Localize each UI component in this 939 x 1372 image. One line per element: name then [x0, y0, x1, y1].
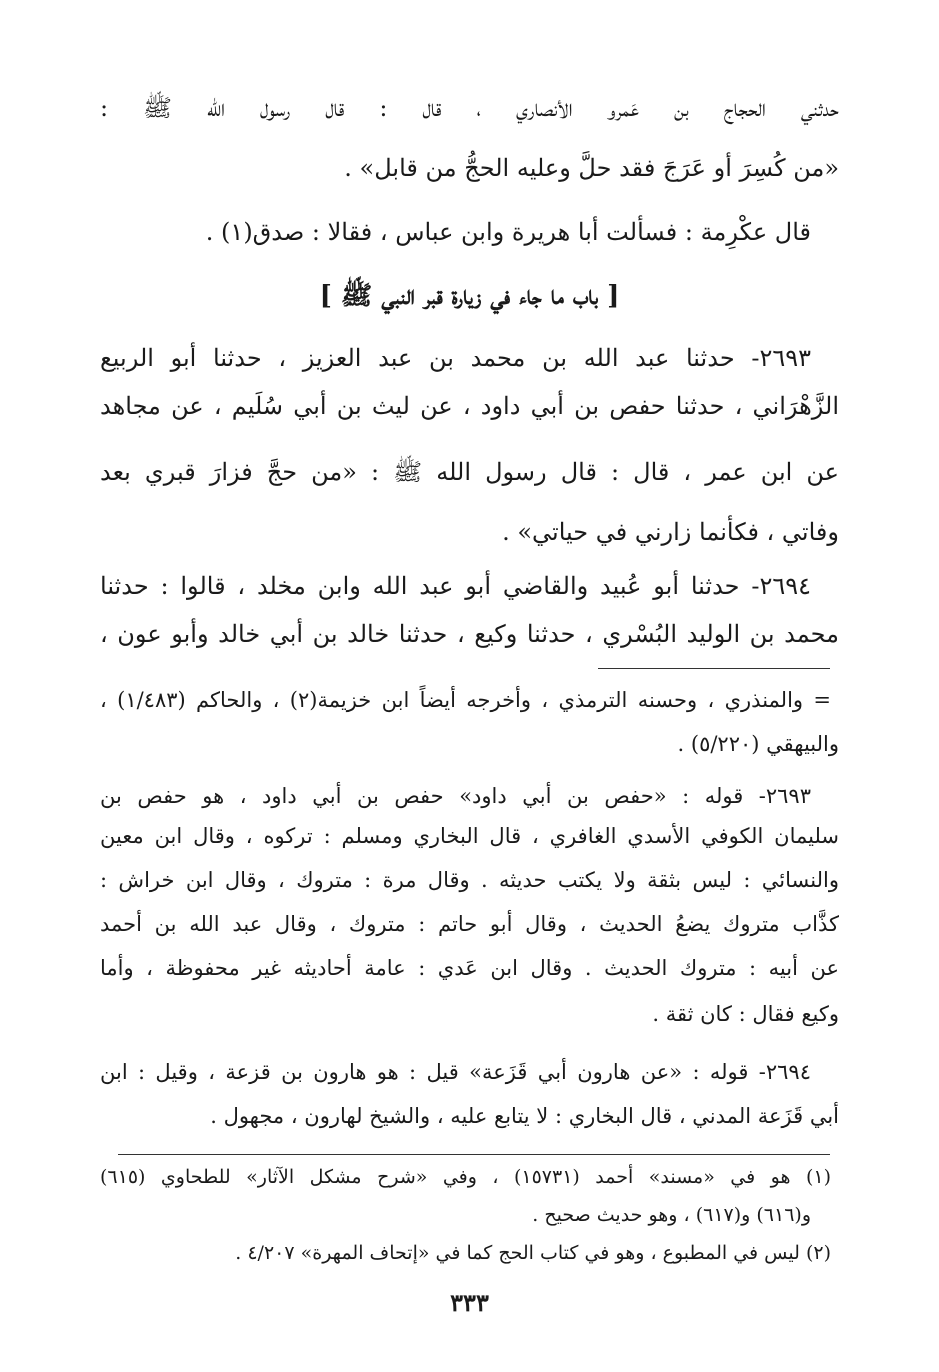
note-line: سليمان الكوفي الأسدي الغافري ، قال البخاري ومسلم : تركوه ، وقال ابن معين [100, 824, 839, 848]
note-line: أبي قَزَعة المدني ، قال البخاري : لا يتابع عليه ، والشيخ لهارون ، مجهول . [210, 1104, 839, 1128]
page-number: ٣٣٣ [450, 1288, 489, 1317]
note-line: عن أبيه : متروك الحديث . وقال ابن عَدي : عامة أحاديثه غير محفوظة ، وأما [100, 956, 839, 980]
footnote-line: (٢) ليس في المطبوع ، وهو في كتاب الحج كما في «إتحاف المهرة» ٤/٢٠٧ . [235, 1242, 831, 1264]
footnote-line: (١) هو في «مسند» أحمد (١٥٧٣١) ، وفي «شرح مشكل الآثار» للطحاوي (٦١٥) [100, 1166, 832, 1188]
text-line: وفاتي ، فكأنما زارني في حياتي» . [502, 518, 839, 546]
text-line: ٢٦٩٣- حدثنا عبد الله بن محمد بن عبد العزيز ، حدثنا أبو الربيع [100, 344, 811, 372]
footnote-separator [118, 1154, 830, 1155]
note-line: والبيهقي (٥/٢٢٠) . [677, 732, 839, 756]
text-line: ٢٦٩٤- حدثنا أبو عُبيد والقاضي أبو عبد الله وابن مخلد ، قالوا : حدثنا [100, 572, 811, 600]
section-heading: [ باب ما جاء في زيارة قبر النبي ﷺ ] [319, 281, 620, 311]
text-line: حدثني الحجاج بن عَمرو الأنصاري ، قال : قال رسول الله ﷺ : [100, 94, 839, 122]
text-line: محمد بن الوليد البُسْري ، حدثنا وكيع ، حدثنا خالد بن أبي خالد وأبو عون ، [100, 620, 839, 648]
note-line: والنسائي : ليس بثقة ولا يكتب حديثه . وقال مرة : متروك ، وقال ابن خراش : [100, 868, 839, 892]
note-line: وكيع فقال : كان ثقة . [652, 1002, 839, 1026]
note-line: = والمنذري ، وحسنه الترمذي ، وأخرجه أيضاً ابن خزيمة(٢) ، والحاكم (١/٤٨٣) ، [100, 688, 831, 712]
note-line: ٢٦٩٤- قوله : «عن هارون أبي قَزَعة» قيل : هو هارون بن قزعة ، وقيل : ابن [100, 1060, 811, 1084]
text-line: قال عكْرِمة : فسألت أبا هريرة وابن عباس ، فقالا : صدق(١) . [205, 218, 811, 246]
note-line: ٢٦٩٣- قوله : «حفص بن أبي داود» حفص بن أبي داود ، هو حفص بن [100, 784, 811, 808]
text-line: الزَّهْرَاني ، حدثنا حفص بن أبي داود ، عن ليث بن أبي سُلَيم ، عن مجاهد [100, 392, 839, 420]
notes-separator [598, 668, 830, 669]
text-line: عن ابن عمر ، قال : قال رسول الله ﷺ : «من حجَّ فزارَ قبري بعد [100, 458, 840, 486]
note-line: كذَّاب متروك يضعُ الحديث ، وقال أبو حاتم : متروك ، وقال عبد الله بن أحمد [100, 912, 839, 936]
footnote-line: و(٦١٦) و(٦١٧) ، وهو حديث صحيح . [532, 1204, 811, 1226]
text-line: «من كُسِرَ أو عَرَجَ فقد حلَّ وعليه الحجُّ من قابل» . [344, 154, 839, 182]
